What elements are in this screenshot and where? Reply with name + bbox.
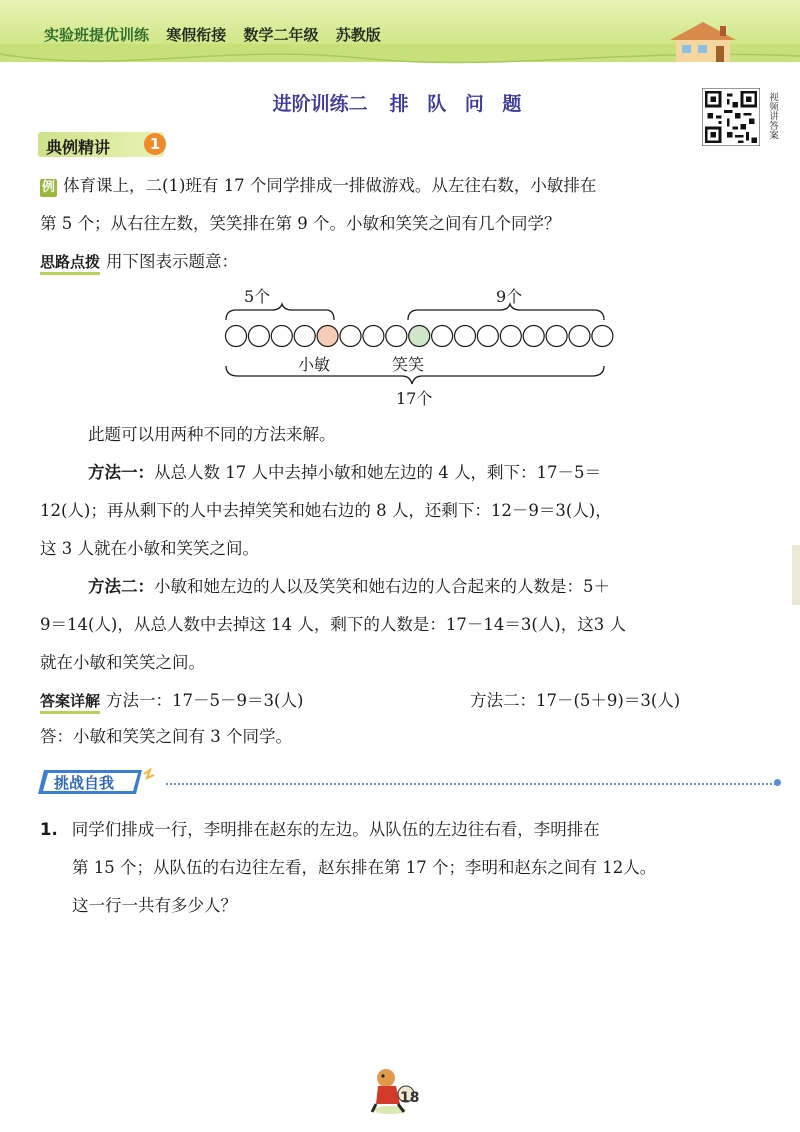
exercise1-number: 1. [40, 820, 58, 839]
queue-diagram [210, 280, 630, 410]
example-text-1: 体育课上，二(1)班有 17 个同学排成一排做游戏。从左往右数，小敏排在 [63, 176, 597, 195]
method1-text-1: 从总人数 17 人中去掉小敏和她左边的 4 人，剩下：17－5＝ [154, 463, 601, 482]
header-text [44, 24, 393, 45]
intro-text: 此题可以用两种不同的方法来解。 [88, 425, 336, 444]
method2-text-1: 小敏和她左边的人以及笑笑和她右边的人合起来的人数是：5＋ [154, 577, 610, 596]
publisher-name: 苏教版 [335, 26, 381, 44]
person-circle [386, 326, 407, 347]
method2-label: 方法二： [88, 577, 154, 596]
right-count-label: 9个 [496, 287, 523, 306]
person-circle [317, 326, 338, 347]
person-circle [592, 326, 613, 347]
example-line-1 [40, 171, 596, 201]
person-circle [226, 326, 247, 347]
name-label-xiaomin: 小敏 [298, 355, 331, 374]
left-count-label: 5个 [244, 287, 271, 306]
answer-final: 答：小敏和笑笑之间有 3 个同学。 [40, 727, 292, 746]
person-circle [409, 326, 430, 347]
answer-line [40, 686, 303, 716]
page-title [0, 89, 800, 116]
exercise1-line-1 [40, 815, 600, 845]
answer-tag: 答案详解 [40, 692, 100, 714]
exercise1-line-3: 这一行一共有多少人？ [72, 896, 237, 915]
edition-name: 寒假衔接 [166, 26, 227, 44]
person-circle [523, 326, 544, 347]
left-brace [226, 304, 334, 320]
answer-method1: 方法一：17－5－9＝3(人) [106, 691, 304, 710]
page-edge-tab [792, 545, 800, 605]
page-number: 18 [400, 1090, 420, 1106]
exercise1-text-1: 同学们排成一行，李明排在赵东的左边。从队伍的左边往右看，李明排在 [71, 820, 600, 839]
people-circles [226, 326, 613, 347]
series-name: 实验班提优训练 [44, 26, 150, 44]
method1-line-2: 12(人)；再从剩下的人中去掉笑笑和她右边的 8 人，还剩下：12－9＝3(人)， [40, 501, 612, 520]
person-circle [363, 326, 384, 347]
challenge-line-end-dot [774, 779, 781, 786]
subject-name: 数学二年级 [243, 26, 319, 44]
challenge-dotted-line [166, 783, 776, 785]
person-circle [294, 326, 315, 347]
hint-line [40, 247, 238, 277]
answer-method2: 方法二：17－(5＋9)＝3(人) [470, 691, 681, 710]
hint-tag: 思路点拨 [40, 253, 100, 275]
person-circle [569, 326, 590, 347]
qr-code-icon[interactable] [702, 88, 760, 146]
name-label-xiaoxiao: 笑笑 [392, 355, 425, 374]
hint-text: 用下图表示题意： [106, 252, 239, 271]
section-title: 典例精讲 [46, 138, 111, 157]
total-count-label: 17个 [396, 389, 433, 408]
person-circle [455, 326, 476, 347]
lightning-icon [144, 770, 154, 778]
method2-line-2: 9＝14(人)，从总人数中去掉这 14 人，剩下的人数是：17－14＝3(人)，这3 人 [40, 615, 626, 634]
exercise1-line-2: 第 15 个；从队伍的右边往左看，赵东排在第 17 个；李明和赵东之间有 12人。 [72, 858, 657, 877]
example-line-2: 第 5 个；从右往左数，笑笑排在第 9 个。小敏和笑笑之间有几个同学？ [40, 214, 561, 233]
method2-line-3: 就在小敏和笑笑之间。 [40, 653, 205, 672]
person-circle [271, 326, 292, 347]
title-part2: 排 队 问 题 [389, 93, 528, 115]
challenge-title: 挑战自我 [54, 774, 115, 792]
title-part1: 进阶训练二 [272, 93, 368, 115]
right-brace [408, 304, 604, 320]
method1-line-1 [88, 458, 601, 488]
method1-label: 方法一： [88, 463, 154, 482]
person-circle [248, 326, 269, 347]
challenge-banner [38, 766, 158, 796]
person-circle [546, 326, 567, 347]
person-circle [500, 326, 521, 347]
person-circle [340, 326, 361, 347]
house-illustration [664, 18, 742, 64]
example-mark: 例 [42, 180, 56, 195]
qr-label: 视频讲答案 [767, 92, 778, 140]
method1-line-3: 这 3 人就在小敏和笑笑之间。 [40, 539, 259, 558]
method2-line-1 [88, 572, 610, 602]
section-number-badge: 1 [144, 133, 166, 155]
person-circle [432, 326, 453, 347]
person-circle [477, 326, 498, 347]
